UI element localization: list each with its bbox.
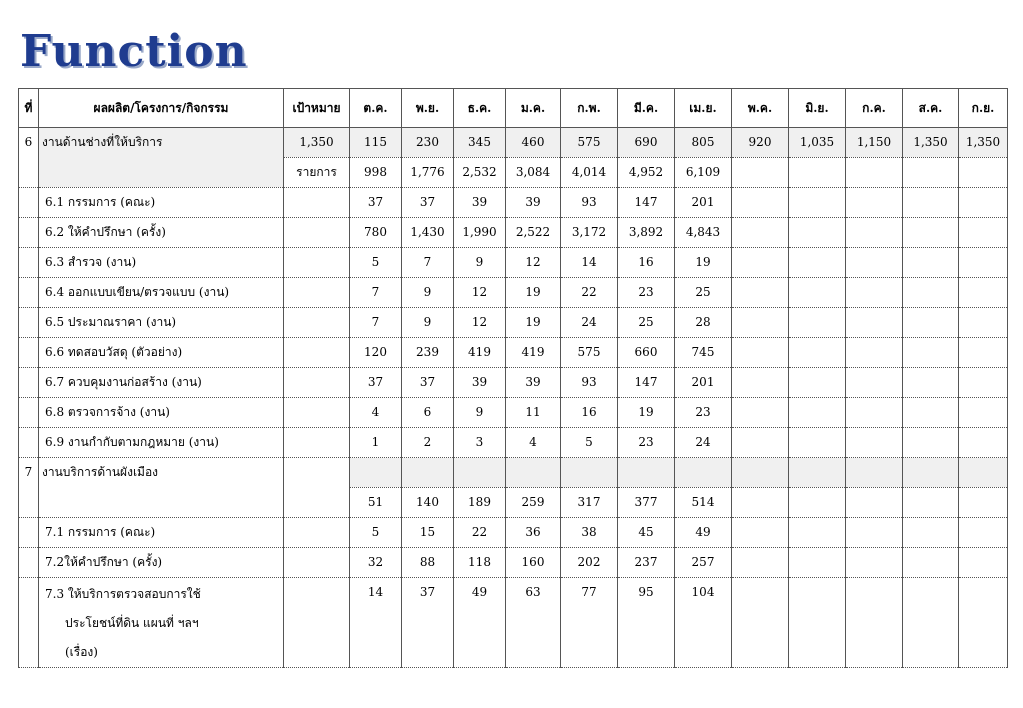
table-cell — [732, 578, 789, 668]
table-cell — [846, 578, 903, 668]
table-cell: 39 — [454, 188, 506, 218]
table-cell — [732, 338, 789, 368]
table-cell: 95 — [618, 578, 675, 668]
table-cell: 22 — [561, 278, 618, 308]
table-cell: 419 — [506, 338, 561, 368]
table-cell — [903, 188, 959, 218]
table-cell — [618, 458, 675, 488]
section6-label: งานด้านช่างที่ให้บริการ — [39, 128, 284, 188]
row-label: 6.6 ทดสอบวัสดุ (ตัวอย่าง) — [39, 338, 284, 368]
table-cell: 49 — [675, 518, 732, 548]
header-month: ก.ค. — [846, 89, 903, 128]
table-cell — [19, 368, 39, 398]
table-cell: 1,990 — [454, 218, 506, 248]
table-cell: 147 — [618, 368, 675, 398]
table-cell — [402, 458, 454, 488]
table-cell — [284, 548, 350, 578]
table-cell — [959, 578, 1008, 668]
section7-no: 7 — [19, 458, 39, 518]
table-cell: 1,035 — [789, 128, 846, 158]
item73-line2: ประโยชน์ที่ดิน แผนที่ ฯลฯ — [65, 616, 199, 630]
table-cell — [789, 518, 846, 548]
table-cell: 28 — [675, 308, 732, 338]
table-cell: 147 — [618, 188, 675, 218]
table-cell: 39 — [506, 368, 561, 398]
table-cell — [903, 488, 959, 518]
table-cell: 460 — [506, 128, 561, 158]
section7-label: งานบริการด้านผังเมือง — [39, 458, 284, 518]
table-cell — [789, 428, 846, 458]
table-cell — [903, 518, 959, 548]
table-cell: 140 — [402, 488, 454, 518]
table-cell — [959, 368, 1008, 398]
table-cell — [789, 308, 846, 338]
row-label: 6.8 ตรวจการจ้าง (งาน) — [39, 398, 284, 428]
table-cell — [903, 428, 959, 458]
table-cell: 9 — [402, 308, 454, 338]
table-row — [19, 518, 1008, 548]
table-cell: 12 — [454, 308, 506, 338]
table-row — [19, 428, 1008, 458]
table-cell — [789, 188, 846, 218]
table-cell: 19 — [506, 278, 561, 308]
table-cell — [959, 248, 1008, 278]
table-cell — [789, 338, 846, 368]
table-cell: 6 — [402, 398, 454, 428]
table-cell — [19, 398, 39, 428]
table-cell — [959, 308, 1008, 338]
table-cell — [846, 428, 903, 458]
table-cell — [732, 188, 789, 218]
table-cell — [732, 278, 789, 308]
table-cell: 63 — [506, 578, 561, 668]
table-row — [19, 278, 1008, 308]
table-cell — [903, 578, 959, 668]
table-cell — [732, 428, 789, 458]
table-cell: 11 — [506, 398, 561, 428]
table-cell — [846, 518, 903, 548]
table-cell: 51 — [350, 488, 402, 518]
header-row — [19, 89, 1008, 128]
table-cell: 237 — [618, 548, 675, 578]
table-cell: 189 — [454, 488, 506, 518]
table-cell: 4,952 — [618, 158, 675, 188]
table-cell: 2,532 — [454, 158, 506, 188]
table-cell: 3,172 — [561, 218, 618, 248]
table-cell — [284, 428, 350, 458]
section6-target: 1,350 — [284, 128, 350, 158]
table-cell — [903, 548, 959, 578]
table-cell: 239 — [402, 338, 454, 368]
table-cell: 45 — [618, 518, 675, 548]
table-cell: 36 — [506, 518, 561, 548]
table-cell — [903, 158, 959, 188]
table-cell — [284, 188, 350, 218]
table-cell: 160 — [506, 548, 561, 578]
table-cell — [19, 218, 39, 248]
table-row — [19, 368, 1008, 398]
table-cell: 39 — [506, 188, 561, 218]
table-cell: 7 — [350, 308, 402, 338]
table-cell: 12 — [506, 248, 561, 278]
table-cell — [959, 488, 1008, 518]
table-cell: 77 — [561, 578, 618, 668]
table-cell: 805 — [675, 128, 732, 158]
table-cell: 259 — [506, 488, 561, 518]
table-cell: 104 — [675, 578, 732, 668]
header-month: ต.ค. — [350, 89, 402, 128]
item73-line3: (เรื่อง) — [65, 645, 98, 659]
header-month: พ.ค. — [732, 89, 789, 128]
table-cell — [789, 398, 846, 428]
section7-items — [19, 518, 1008, 578]
table-cell: 1,350 — [903, 128, 959, 158]
header-month: พ.ย. — [402, 89, 454, 128]
table-cell: 5 — [350, 248, 402, 278]
table-cell: 690 — [618, 128, 675, 158]
item73-line1: 7.3 ให้บริการตรวจสอบการใช้ — [45, 587, 201, 601]
table-cell: 377 — [618, 488, 675, 518]
header-item: ผลผลิต/โครงการ/กิจกรรม — [39, 89, 284, 128]
table-cell: 118 — [454, 548, 506, 578]
table-cell — [732, 368, 789, 398]
table-cell: 1,430 — [402, 218, 454, 248]
table-cell — [789, 278, 846, 308]
table-cell — [846, 158, 903, 188]
table-cell — [454, 458, 506, 488]
table-cell — [846, 188, 903, 218]
header-target: เป้าหมาย — [284, 89, 350, 128]
table-cell — [732, 458, 789, 488]
table-row — [19, 548, 1008, 578]
table-cell — [284, 218, 350, 248]
table-cell — [19, 248, 39, 278]
function-table — [18, 88, 1008, 668]
table-cell: 780 — [350, 218, 402, 248]
table-cell: 998 — [350, 158, 402, 188]
table-cell — [903, 308, 959, 338]
table-cell: 4 — [506, 428, 561, 458]
table-cell: 201 — [675, 188, 732, 218]
table-cell: 19 — [618, 398, 675, 428]
table-row — [19, 218, 1008, 248]
header-month: มิ.ย. — [789, 89, 846, 128]
table-cell — [846, 458, 903, 488]
table-cell — [561, 458, 618, 488]
table-cell — [846, 548, 903, 578]
table-cell: 1,150 — [846, 128, 903, 158]
table-cell — [903, 278, 959, 308]
table-cell — [959, 398, 1008, 428]
row-label: 7.2ให้คำปรึกษา (ครั้ง) — [39, 548, 284, 578]
table-cell: 257 — [675, 548, 732, 578]
header-month: มี.ค. — [618, 89, 675, 128]
table-cell: 120 — [350, 338, 402, 368]
table-cell: 25 — [675, 278, 732, 308]
table-cell — [789, 158, 846, 188]
table-cell — [284, 398, 350, 428]
table-cell — [732, 248, 789, 278]
table-cell: 230 — [402, 128, 454, 158]
table-row — [19, 248, 1008, 278]
item73-label — [39, 578, 284, 668]
table-cell — [789, 218, 846, 248]
table-cell — [846, 398, 903, 428]
table-cell: 24 — [675, 428, 732, 458]
table-cell — [846, 248, 903, 278]
table-cell — [789, 548, 846, 578]
table-cell: 37 — [350, 188, 402, 218]
table-cell — [789, 488, 846, 518]
table-cell — [846, 278, 903, 308]
table-cell: 4 — [350, 398, 402, 428]
table-cell — [903, 458, 959, 488]
table-cell: 23 — [618, 278, 675, 308]
table-cell — [19, 578, 39, 668]
table-cell: 5 — [350, 518, 402, 548]
table-cell: 23 — [618, 428, 675, 458]
table-cell — [846, 218, 903, 248]
table-cell: 4,843 — [675, 218, 732, 248]
table-cell — [506, 458, 561, 488]
table-cell — [19, 278, 39, 308]
table-cell: 2 — [402, 428, 454, 458]
table-cell: 2,522 — [506, 218, 561, 248]
table-cell: 38 — [561, 518, 618, 548]
table-cell: 345 — [454, 128, 506, 158]
table-cell: 37 — [402, 578, 454, 668]
table-cell: 202 — [561, 548, 618, 578]
table-cell — [959, 428, 1008, 458]
row-label: 6.2 ให้คำปรึกษา (ครั้ง) — [39, 218, 284, 248]
table-cell — [732, 308, 789, 338]
table-cell: 14 — [350, 578, 402, 668]
table-cell: 419 — [454, 338, 506, 368]
table-cell: 15 — [402, 518, 454, 548]
table-cell — [350, 458, 402, 488]
section7-header-row — [19, 458, 1008, 488]
table-cell — [846, 488, 903, 518]
table-cell — [959, 278, 1008, 308]
table-cell: 4,014 — [561, 158, 618, 188]
table-cell — [846, 338, 903, 368]
table-cell: 16 — [561, 398, 618, 428]
table-cell — [732, 218, 789, 248]
table-cell: 37 — [402, 188, 454, 218]
table-cell: 1,350 — [959, 128, 1008, 158]
table-row — [19, 338, 1008, 368]
table-cell — [959, 458, 1008, 488]
table-row — [19, 188, 1008, 218]
table-cell — [284, 518, 350, 548]
table-cell: 575 — [561, 338, 618, 368]
table-cell: 660 — [618, 338, 675, 368]
table-cell — [789, 248, 846, 278]
header-month: ก.พ. — [561, 89, 618, 128]
table-cell: 3,084 — [506, 158, 561, 188]
table-cell — [284, 368, 350, 398]
table-cell: 24 — [561, 308, 618, 338]
table-cell: 9 — [402, 278, 454, 308]
header-month: เม.ย. — [675, 89, 732, 128]
table-cell: 93 — [561, 188, 618, 218]
table-cell — [959, 188, 1008, 218]
table-cell — [19, 188, 39, 218]
table-cell: 93 — [561, 368, 618, 398]
table-cell — [903, 248, 959, 278]
table-cell: 88 — [402, 548, 454, 578]
table-cell — [903, 218, 959, 248]
table-cell — [959, 338, 1008, 368]
section6-plan-row — [19, 128, 1008, 158]
table-cell: 6,109 — [675, 158, 732, 188]
table-cell: 25 — [618, 308, 675, 338]
row-label: 6.5 ประมาณราคา (งาน) — [39, 308, 284, 338]
table-cell: 3 — [454, 428, 506, 458]
table-cell: 5 — [561, 428, 618, 458]
header-month: ก.ย. — [959, 89, 1008, 128]
table-cell: 14 — [561, 248, 618, 278]
table-cell: 3,892 — [618, 218, 675, 248]
table-cell — [959, 218, 1008, 248]
table-cell: 1,776 — [402, 158, 454, 188]
table-cell: 514 — [675, 488, 732, 518]
table-cell: 37 — [350, 368, 402, 398]
table-cell — [732, 548, 789, 578]
table-cell: 19 — [675, 248, 732, 278]
table-cell — [19, 548, 39, 578]
table-cell — [284, 278, 350, 308]
section7-target — [284, 458, 350, 518]
table-cell — [19, 428, 39, 458]
table-cell — [284, 308, 350, 338]
row-label: 6.4 ออกแบบเขียน/ตรวจแบบ (งาน) — [39, 278, 284, 308]
table-cell — [959, 548, 1008, 578]
table-cell: 49 — [454, 578, 506, 668]
table-cell: 201 — [675, 368, 732, 398]
table-cell — [789, 578, 846, 668]
table-cell — [846, 308, 903, 338]
section6-items — [19, 188, 1008, 458]
table-cell: 7 — [350, 278, 402, 308]
table-cell: 317 — [561, 488, 618, 518]
row-label: 7.1 กรรมการ (คณะ) — [39, 518, 284, 548]
table-cell: 23 — [675, 398, 732, 428]
table-cell: 115 — [350, 128, 402, 158]
table-cell: 7 — [402, 248, 454, 278]
table-cell: 920 — [732, 128, 789, 158]
table-cell: 1 — [350, 428, 402, 458]
table-cell: 575 — [561, 128, 618, 158]
row-label: 6.1 กรรมการ (คณะ) — [39, 188, 284, 218]
table-cell — [846, 368, 903, 398]
table-cell — [19, 338, 39, 368]
table-cell — [903, 368, 959, 398]
table-cell: 9 — [454, 398, 506, 428]
table-cell — [284, 338, 350, 368]
row-label: 6.7 ควบคุมงานก่อสร้าง (งาน) — [39, 368, 284, 398]
table-cell — [789, 458, 846, 488]
header-month: ส.ค. — [903, 89, 959, 128]
table-cell: 32 — [350, 548, 402, 578]
table-cell — [19, 518, 39, 548]
table-cell: 745 — [675, 338, 732, 368]
table-cell: 22 — [454, 518, 506, 548]
section7-item-3-row — [19, 578, 1008, 668]
table-cell: 16 — [618, 248, 675, 278]
section6-no: 6 — [19, 128, 39, 188]
header-month: ม.ค. — [506, 89, 561, 128]
table-cell — [284, 578, 350, 668]
table-cell — [19, 308, 39, 338]
table-row — [19, 308, 1008, 338]
table-cell — [903, 398, 959, 428]
table-cell — [732, 398, 789, 428]
table-row — [19, 398, 1008, 428]
row-label: 6.9 งานกำกับตามกฎหมาย (งาน) — [39, 428, 284, 458]
table-cell: 9 — [454, 248, 506, 278]
table-cell — [903, 338, 959, 368]
header-no: ที่ — [19, 89, 39, 128]
section6-target-unit: รายการ — [284, 158, 350, 188]
table-cell — [675, 458, 732, 488]
header-month: ธ.ค. — [454, 89, 506, 128]
table-cell — [959, 158, 1008, 188]
table-cell: 37 — [402, 368, 454, 398]
table-cell — [732, 158, 789, 188]
table-cell — [732, 488, 789, 518]
table-cell: 19 — [506, 308, 561, 338]
row-label: 6.3 สำรวจ (งาน) — [39, 248, 284, 278]
table-cell — [284, 248, 350, 278]
table-cell: 39 — [454, 368, 506, 398]
table-cell — [959, 518, 1008, 548]
table-cell: 12 — [454, 278, 506, 308]
table-cell — [789, 368, 846, 398]
table-cell — [732, 518, 789, 548]
page-title: Function — [20, 26, 248, 77]
